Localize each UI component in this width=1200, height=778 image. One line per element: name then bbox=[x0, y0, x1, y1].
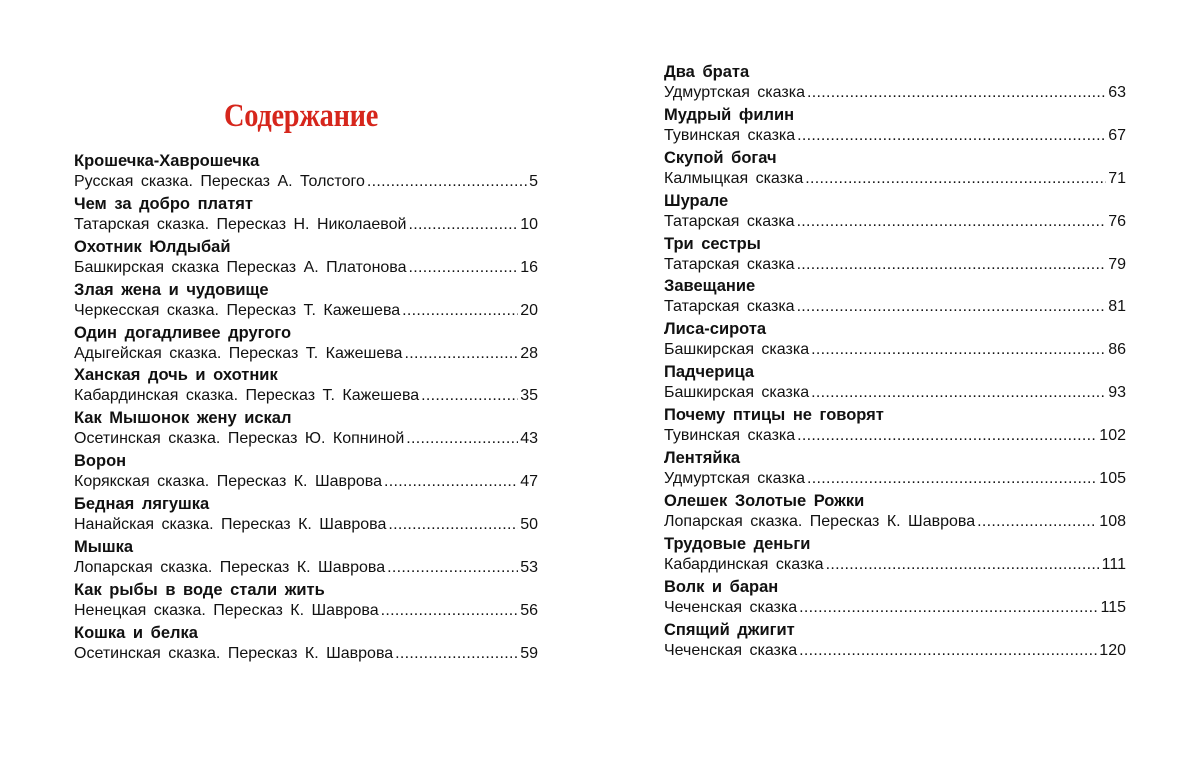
entry-line bbox=[664, 468, 1126, 490]
dot-leader bbox=[797, 125, 1106, 147]
entry-line bbox=[664, 82, 1126, 104]
entry-page-number: 111 bbox=[1101, 555, 1126, 573]
entry-page-number: 71 bbox=[1108, 169, 1126, 187]
toc-entry bbox=[74, 452, 538, 495]
toc-entry bbox=[664, 578, 1126, 621]
toc-entry bbox=[664, 406, 1126, 449]
entry-title: Волк и баран bbox=[664, 577, 779, 596]
entry-title: Бедная лягушка bbox=[74, 495, 210, 514]
dot-leader bbox=[807, 468, 1097, 490]
entry-page-number: 5 bbox=[529, 173, 538, 190]
entry-line bbox=[74, 214, 538, 236]
toc-entry bbox=[74, 581, 538, 624]
toc-entry bbox=[664, 621, 1126, 664]
entry-source: Кабардинская сказка bbox=[664, 555, 824, 573]
toc-entry bbox=[74, 538, 538, 581]
dot-leader bbox=[404, 343, 518, 365]
dot-leader bbox=[805, 168, 1106, 190]
entry-line bbox=[664, 425, 1126, 447]
entry-source: Удмуртская сказка bbox=[664, 84, 805, 101]
toc-column-right bbox=[664, 63, 1126, 663]
entry-title: Кошка и белка bbox=[74, 623, 198, 642]
entry-line bbox=[664, 554, 1126, 576]
entry-page-number: 108 bbox=[1099, 512, 1126, 530]
entry-line bbox=[74, 171, 538, 193]
entry-title: Шурале bbox=[664, 191, 729, 210]
entry-line bbox=[664, 339, 1126, 361]
entry-source: Осетинская сказка. Пересказ К. Шаврова bbox=[74, 644, 394, 662]
toc-entry bbox=[664, 63, 1126, 106]
entry-source: Татарская сказка. Пересказ Н. Николаевой bbox=[74, 215, 407, 233]
toc-entry bbox=[74, 152, 538, 195]
toc-entry bbox=[74, 409, 538, 452]
entry-title: Охотник Юлдыбай bbox=[74, 237, 231, 256]
entry-source: Лопарская сказка. Пересказ К. Шаврова bbox=[74, 559, 386, 577]
entry-page-number: 56 bbox=[520, 601, 538, 619]
entry-source: Осетинская сказка. Пересказ Ю. Копниной bbox=[74, 430, 405, 448]
toc-entry bbox=[74, 624, 538, 667]
entry-page-number: 93 bbox=[1108, 384, 1126, 402]
entry-line bbox=[664, 640, 1126, 662]
entry-source: Башкирская сказка Пересказ А. Платонова bbox=[74, 258, 407, 276]
entry-page-number: 120 bbox=[1099, 641, 1126, 659]
page-title: Содержание bbox=[224, 98, 379, 134]
dot-leader bbox=[395, 643, 518, 665]
entry-source: Удмуртская сказка bbox=[664, 470, 805, 488]
toc-entry bbox=[74, 324, 538, 367]
entry-source: Корякская сказка. Пересказ К. Шаврова bbox=[74, 473, 383, 491]
entry-page-number: 59 bbox=[520, 644, 538, 662]
entry-source: Татарская сказка bbox=[664, 212, 795, 230]
toc-entry bbox=[74, 281, 538, 324]
entry-line bbox=[74, 257, 538, 279]
entry-line bbox=[74, 343, 538, 365]
entry-page-number: 86 bbox=[1108, 341, 1126, 359]
entry-line bbox=[664, 254, 1126, 276]
entry-line bbox=[74, 600, 538, 622]
entry-line bbox=[664, 211, 1126, 233]
dot-leader bbox=[797, 296, 1107, 318]
dot-leader bbox=[381, 600, 519, 622]
entry-title: Чем за добро платят bbox=[74, 194, 253, 213]
entry-page-number: 102 bbox=[1099, 427, 1126, 445]
entry-source: Черкесская сказка. Пересказ Т. Кажешева bbox=[74, 301, 401, 319]
toc-entry bbox=[664, 149, 1126, 192]
entry-source: Чеченская сказка bbox=[664, 598, 798, 616]
entry-source: Тувинская сказка bbox=[664, 427, 796, 445]
toc-entry bbox=[74, 495, 538, 538]
dot-leader bbox=[977, 511, 1097, 533]
toc-entry bbox=[664, 277, 1126, 320]
entry-source: Башкирская сказка bbox=[664, 341, 810, 359]
dot-leader bbox=[387, 557, 518, 579]
entry-source: Тувинская сказка bbox=[664, 126, 796, 144]
entry-page-number: 67 bbox=[1108, 126, 1126, 144]
toc-column-left bbox=[74, 152, 538, 667]
entry-page-number: 28 bbox=[520, 344, 538, 362]
entry-line bbox=[74, 643, 538, 665]
entry-title: Трудовые деньги bbox=[664, 534, 811, 553]
entry-title: Олешек Золотые Рожки bbox=[664, 491, 865, 510]
entry-title: Крошечка-Хаврошечка bbox=[74, 152, 260, 170]
dot-leader bbox=[797, 425, 1097, 447]
entry-page-number: 35 bbox=[520, 387, 538, 405]
entry-page-number: 43 bbox=[520, 430, 538, 448]
entry-title: Ханская дочь и охотник bbox=[74, 366, 278, 385]
dot-leader bbox=[826, 554, 1100, 576]
entry-page-number: 16 bbox=[520, 258, 538, 276]
entry-page-number: 115 bbox=[1100, 598, 1126, 616]
entry-title: Два брата bbox=[664, 63, 750, 81]
entry-source: Чеченская сказка bbox=[664, 641, 798, 659]
entry-line bbox=[74, 557, 538, 579]
entry-title: Как Мышонок жену искал bbox=[74, 409, 292, 428]
entry-source: Русская сказка. Пересказ А. Толстого bbox=[74, 173, 365, 190]
toc-entry bbox=[664, 106, 1126, 149]
toc-entry bbox=[74, 238, 538, 281]
entry-title: Ворон bbox=[74, 452, 127, 471]
entry-title: Завещание bbox=[664, 277, 756, 296]
entry-title: Мышка bbox=[74, 538, 134, 557]
entry-line bbox=[664, 296, 1126, 318]
dot-leader bbox=[402, 300, 518, 322]
entry-title: Лентяйка bbox=[664, 449, 741, 468]
entry-title: Три сестры bbox=[664, 234, 761, 253]
dot-leader bbox=[797, 254, 1107, 276]
entry-title: Скупой богач bbox=[664, 148, 777, 167]
entry-line bbox=[74, 514, 538, 536]
entry-line bbox=[664, 597, 1126, 619]
entry-source: Татарская сказка bbox=[664, 255, 795, 273]
dot-leader bbox=[408, 214, 518, 236]
entry-page-number: 10 bbox=[520, 215, 538, 233]
toc-entry bbox=[664, 320, 1126, 363]
entry-page-number: 79 bbox=[1108, 255, 1126, 273]
entry-line bbox=[664, 511, 1126, 533]
entry-line bbox=[74, 471, 538, 493]
entry-line bbox=[74, 428, 538, 450]
entry-page-number: 105 bbox=[1099, 470, 1126, 488]
entry-line bbox=[664, 382, 1126, 404]
entry-title: Один догадливее другого bbox=[74, 323, 292, 342]
entry-title: Лиса-сирота bbox=[664, 320, 767, 339]
toc-entry bbox=[74, 195, 538, 238]
toc-entry bbox=[664, 235, 1126, 278]
toc-entry bbox=[664, 535, 1126, 578]
dot-leader bbox=[406, 428, 518, 450]
entry-page-number: 50 bbox=[520, 516, 538, 534]
dot-leader bbox=[421, 385, 518, 407]
entry-title: Злая жена и чудовище bbox=[74, 280, 269, 299]
toc-entry bbox=[664, 449, 1126, 492]
toc-entry bbox=[74, 366, 538, 409]
entry-title: Почему птицы не говорят bbox=[664, 406, 884, 425]
dot-leader bbox=[388, 514, 518, 536]
entry-page-number: 76 bbox=[1108, 212, 1126, 230]
entry-source: Калмыцкая сказка bbox=[664, 169, 804, 187]
entry-line bbox=[664, 168, 1126, 190]
entry-title: Спящий джигит bbox=[664, 620, 795, 639]
entry-source: Нанайская сказка. Пересказ К. Шаврова bbox=[74, 516, 387, 534]
dot-leader bbox=[811, 382, 1106, 404]
entry-title: Как рыбы в воде стали жить bbox=[74, 580, 325, 599]
dot-leader bbox=[799, 597, 1098, 619]
entry-page-number: 53 bbox=[520, 559, 538, 577]
dot-leader bbox=[797, 211, 1107, 233]
entry-page-number: 81 bbox=[1108, 298, 1126, 316]
entry-title: Мудрый филин bbox=[664, 105, 795, 124]
entry-title: Падчерица bbox=[664, 363, 755, 382]
entry-source: Лопарская сказка. Пересказ К. Шаврова bbox=[664, 512, 976, 530]
dot-leader bbox=[811, 339, 1106, 361]
toc-entry bbox=[664, 363, 1126, 406]
toc-entry bbox=[664, 492, 1126, 535]
entry-line bbox=[664, 125, 1126, 147]
entry-page-number: 20 bbox=[520, 301, 538, 319]
entry-source: Ненецкая сказка. Пересказ К. Шаврова bbox=[74, 601, 379, 619]
entry-page-number: 47 bbox=[520, 473, 538, 491]
dot-leader bbox=[384, 471, 518, 493]
entry-page-number: 63 bbox=[1108, 84, 1126, 101]
entry-line bbox=[74, 385, 538, 407]
entry-source: Татарская сказка bbox=[664, 298, 795, 316]
entry-line bbox=[74, 300, 538, 322]
dot-leader bbox=[799, 640, 1097, 662]
dot-leader bbox=[367, 171, 527, 193]
entry-source: Кабардинская сказка. Пересказ Т. Кажешева bbox=[74, 387, 420, 405]
toc-entry bbox=[664, 192, 1126, 235]
entry-source: Адыгейская сказка. Пересказ Т. Кажешева bbox=[74, 344, 403, 362]
entry-source: Башкирская сказка bbox=[664, 384, 810, 402]
dot-leader bbox=[409, 257, 519, 279]
dot-leader bbox=[807, 82, 1106, 104]
